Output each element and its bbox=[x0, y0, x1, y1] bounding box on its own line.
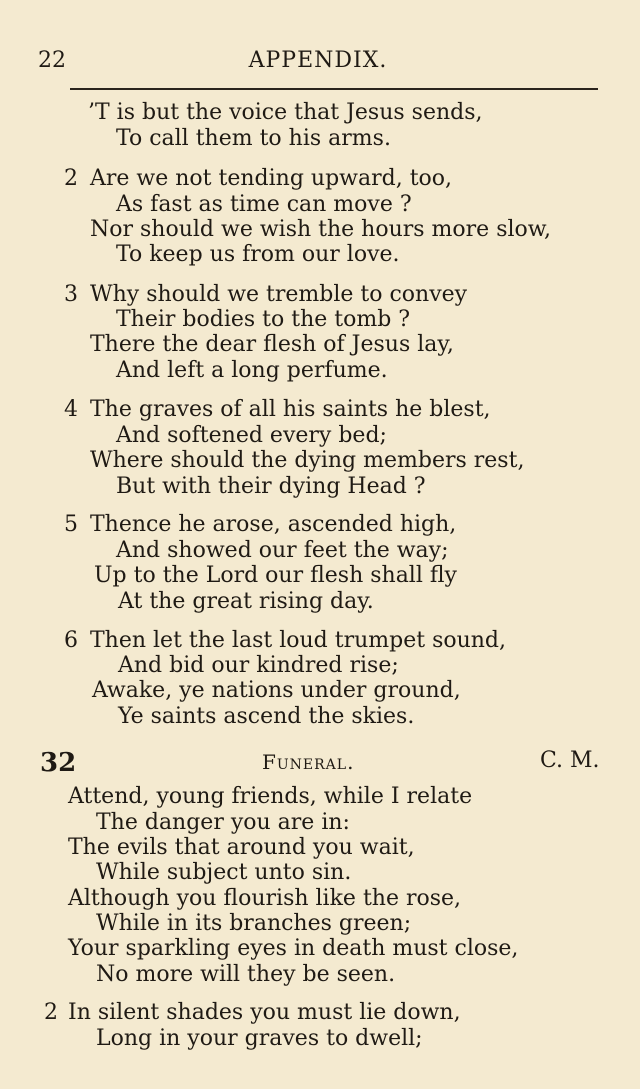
verse-line: To keep us from our love. bbox=[116, 242, 400, 267]
verse-line: Awake, ye nations under ground, bbox=[92, 678, 461, 703]
verse-line: The graves of all his saints he blest, bbox=[90, 397, 491, 422]
verse-line: Their bodies to the tomb ? bbox=[116, 307, 411, 332]
stanza-number: 6 bbox=[64, 628, 78, 653]
verse-line: Are we not tending upward, too, bbox=[90, 166, 453, 191]
verse-line: At the great rising day. bbox=[118, 589, 374, 614]
verse-line: But with their dying Head ? bbox=[116, 474, 426, 499]
stanza-number: 2 bbox=[64, 166, 78, 191]
verse-line: Nor should we wish the hours more slow, bbox=[90, 217, 551, 242]
stanza-number: 2 bbox=[44, 1000, 58, 1025]
verse-line: Then let the last loud trumpet sound, bbox=[90, 628, 507, 653]
verse-line: In silent shades you must lie down, bbox=[68, 1000, 461, 1025]
hymn-heading bbox=[40, 748, 610, 778]
verse-line: The evils that around you wait, bbox=[68, 835, 415, 860]
verse-line: Long in your graves to dwell; bbox=[96, 1026, 423, 1051]
verse-line: While subject unto sin. bbox=[96, 860, 352, 885]
verse-line: There the dear flesh of Jesus lay, bbox=[90, 332, 454, 357]
verse-line: While in its branches green; bbox=[96, 911, 412, 936]
header-rule bbox=[70, 88, 598, 90]
verse-line: Why should we tremble to convey bbox=[90, 282, 468, 307]
running-head: APPENDIX. bbox=[248, 48, 388, 73]
stanza-number: 3 bbox=[64, 282, 78, 307]
hymn-title: Funeral. bbox=[262, 750, 355, 774]
verse-line: And showed our feet the way; bbox=[116, 538, 449, 563]
hymn-number: 32 bbox=[40, 748, 77, 778]
verse-line: Attend, young friends, while I relate bbox=[68, 784, 473, 809]
verse-line: Ye saints ascend the skies. bbox=[118, 704, 415, 729]
verse-line: And bid our kindred rise; bbox=[118, 653, 399, 678]
verse-line: Your sparkling eyes in death must close, bbox=[68, 936, 519, 961]
verse-line: Thence he arose, ascended high, bbox=[90, 512, 457, 537]
verse-line: The danger you are in: bbox=[96, 810, 350, 835]
verse-line: Where should the dying members rest, bbox=[90, 448, 525, 473]
hymn-meter: C. M. bbox=[540, 748, 600, 773]
verse-line: As fast as time can move ? bbox=[116, 192, 412, 217]
stanza-number: 5 bbox=[64, 512, 78, 537]
verse-line: ’T is but the voice that Jesus sends, bbox=[88, 100, 483, 125]
verse-line: To call them to his arms. bbox=[116, 126, 391, 151]
verse-line: Up to the Lord our flesh shall fly bbox=[94, 563, 457, 588]
verse-line: And softened every bed; bbox=[116, 423, 387, 448]
page-header bbox=[38, 48, 598, 84]
page-number: 22 bbox=[38, 48, 66, 73]
verse-line: Although you flourish like the rose, bbox=[68, 886, 462, 911]
verse-line: And left a long perfume. bbox=[116, 358, 388, 383]
stanza-number: 4 bbox=[64, 397, 78, 422]
verse-line: No more will they be seen. bbox=[96, 962, 396, 987]
